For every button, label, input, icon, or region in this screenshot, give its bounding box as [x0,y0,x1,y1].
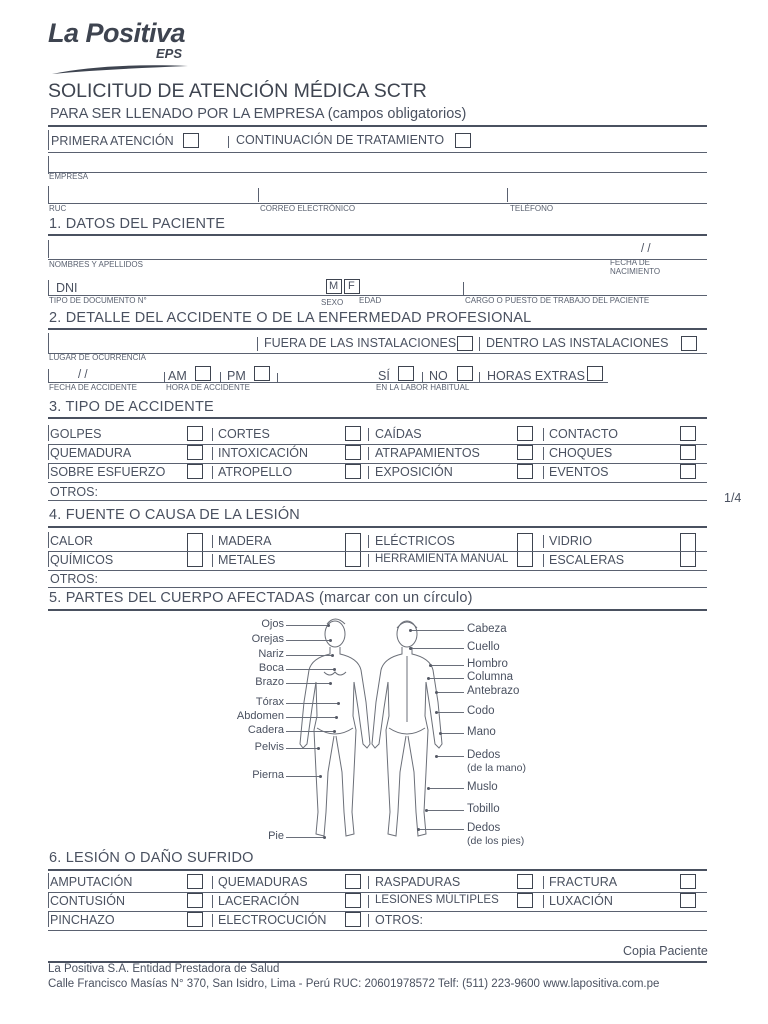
lesion-option-raspaduras: RASPADURAS [375,875,461,889]
leader-dot [417,828,420,831]
section-title-lesion: 6. LESIÓN O DAÑO SUFRIDO [49,850,254,866]
fuente-option-quimicos: QUÍMICOS [50,553,114,567]
dentro-label: DENTRO LAS INSTALACIONES [486,336,669,350]
brand-name: La Positiva [48,18,186,48]
tipo-option-atrapamientos: ATRAPAMIENTOS [375,446,480,460]
copia-paciente: Copia Paciente [623,944,708,958]
fuera-label: FUERA DE LAS INSTALACIONES [264,336,457,350]
telefono-label: TELÉFONO [510,204,554,213]
tipo-option-choques: CHOQUES [549,446,613,460]
divider [48,280,49,296]
nombres-field[interactable] [49,240,605,258]
divider [368,876,369,889]
lesion-checkbox-raspaduras[interactable] [517,874,533,889]
divider [228,136,229,148]
lesion-option-fractura: FRACTURA [549,875,618,889]
tipo-option-atropello: ATROPELLO [218,465,293,479]
leader-line [286,625,328,626]
divider [48,353,707,354]
tipo-checkbox-cortes[interactable] [345,426,361,441]
divider [48,369,49,383]
continuacion-label: CONTINUACIÓN DE TRATAMIENTO [236,133,445,147]
divider [48,328,707,330]
tipo-otros-field[interactable] [100,483,706,499]
fecha-nacimiento-field[interactable] [612,240,706,258]
telefono-field[interactable] [508,186,706,202]
leader-dot [337,702,340,705]
leader-dot [333,730,336,733]
sexo-f-label: F [348,280,355,292]
divider [212,428,213,441]
divider [543,428,544,441]
empresa-label: EMPRESA [49,172,89,181]
pm-checkbox[interactable] [254,366,270,381]
leader-line [436,692,464,693]
leader-line [430,665,464,666]
divider [164,372,165,382]
body-part-dedos[interactable]: Dedos [467,822,501,834]
form-title: SOLICITUD DE ATENCIÓN MÉDICA SCTR [48,80,427,102]
divider [48,203,707,204]
leader-line [428,788,464,789]
page-number: 1/4 [724,491,742,505]
nombres-label: NOMBRES Y APELLIDOS [49,260,143,269]
si-label: SÍ [378,369,390,383]
divider [368,466,369,479]
leader-dot [439,732,442,735]
body-part-mano[interactable]: Mano [467,726,496,738]
primera-atencion-label: PRIMERA ATENCIÓN [51,134,174,148]
brand-swoosh-icon [50,62,190,76]
lesion-option-pinchazo: PINCHAZO [50,913,115,927]
leader-dot [425,809,428,812]
lugar-field[interactable] [49,333,254,351]
leader-dot [427,787,430,790]
lesion-checkbox-pinchazo[interactable] [187,912,203,927]
fuente-option-calor: CALOR [50,534,94,548]
leader-line [436,712,464,713]
divider [422,372,423,382]
leader-dot [331,654,334,657]
divider [48,587,707,588]
body-part-pierna[interactable]: Pierna [252,769,284,781]
body-part-torax[interactable]: Tórax [255,696,284,708]
divider [48,130,49,150]
lesion-checkbox-electrocucion[interactable] [345,912,361,927]
body-part-abdomen[interactable]: Abdomen [236,710,284,722]
divider [543,535,544,548]
body-part-cabeza[interactable]: Cabeza [467,623,507,635]
divider [212,466,213,479]
section-title-partes: 5. PARTES DEL CUERPO AFECTADAS (marcar con un círculo) [49,590,473,606]
dentro-checkbox[interactable] [681,336,697,351]
lesion-option-contusion: CONTUSIÓN [50,894,125,908]
fuente-option-escaleras: ESCALERAS [549,553,625,567]
tipo-otros-label: OTROS: [50,485,98,499]
leader-dot [427,677,430,680]
leader-line [286,683,330,684]
body-part-cuello[interactable]: Cuello [467,641,500,653]
fuente-checkbox-electricos[interactable] [517,533,533,567]
tipo-option-sobre-esfuerzo: SOBRE ESFUERZO [50,465,166,479]
tipo-option-caidas: CAÍDAS [375,427,422,441]
lugar-label: LUGAR DE OCURRENCIA [49,353,146,362]
leader-dot [333,668,336,671]
section-title-fuente: 4. FUENTE O CAUSA DE LA LESIÓN [49,507,300,523]
tipo-checkbox-contacto[interactable] [680,426,696,441]
divider [48,463,49,479]
divider [543,554,544,567]
divider [48,892,707,893]
leader-dot [429,664,432,667]
divider [48,869,707,871]
leader-line [410,648,464,649]
fuente-option-madera: MADERA [218,534,272,548]
divider [48,873,49,889]
body-part-columna[interactable]: Columna [467,671,514,683]
leader-line [436,756,464,757]
tipo-checkbox-golpes[interactable] [187,426,203,441]
leader-line [410,630,464,631]
tipo-option-eventos: EVENTOS [549,465,609,479]
fecha-accidente-separators: / / [78,369,88,381]
leader-line [286,776,320,777]
ruc-field[interactable] [49,186,257,202]
body-part-orejas[interactable]: Orejas [251,633,284,645]
form-subtitle: PARA SER LLENADO POR LA EMPRESA (campos obligatorios) [50,106,467,122]
fuente-checkbox-calor[interactable] [187,533,203,567]
fuente-otros-field[interactable] [100,570,706,586]
lesion-option-amputacion: AMPUTACIÓN [50,875,133,889]
lesion-option-electrocucion: ELECTROCUCIÓN [218,913,327,927]
divider [368,895,369,908]
sexo-label: SEXO [321,298,344,307]
tipo-option-intoxicacion: INTOXICACIÓN [218,446,309,460]
edad-field[interactable] [362,280,462,295]
tipo-option-golpes: GOLPES [50,427,102,441]
tipo-documento-label: TIPO DE DOCUMENTO N° [49,296,147,305]
divider [212,535,213,548]
body-part-tobillo[interactable]: Tobillo [467,803,500,815]
body-part-brazo[interactable]: Brazo [255,676,284,688]
divider [48,609,707,611]
tipo-checkbox-choques[interactable] [680,445,696,460]
body-part-boca[interactable]: Boca [258,662,284,674]
lesion-option-luxacion: LUXACIÓN [549,894,613,908]
divider [479,337,480,351]
leader-line [286,655,332,656]
divider [212,554,213,567]
divider [48,444,49,460]
divider [48,526,707,528]
divider [212,895,213,908]
divider [543,876,544,889]
footer-address: Calle Francisco Masías N° 370, San Isidro, Lima - Perú RUC: 20601978572 Telf: (511) 223-9600 www.lapositiva.com.pe [48,978,660,990]
section-title-paciente: 1. DATOS DEL PACIENTE [49,216,226,232]
fuente-option-electricos: ELÉCTRICOS [375,534,455,548]
divider [48,911,49,927]
divider [48,444,707,445]
divider [479,372,480,382]
section-title-accidente: 2. DETALLE DEL ACCIDENTE O DE LA ENFERMEDAD PROFESIONAL [49,310,532,326]
correo-field[interactable] [259,186,505,202]
divider [48,463,707,464]
section-title-tipo: 3. TIPO DE ACCIDENTE [49,399,214,415]
divider [368,447,369,460]
divider [212,447,213,460]
divider [48,259,707,260]
body-part-hombro[interactable]: Hombro [467,658,508,670]
divider [543,895,544,908]
tipo-checkbox-sobre-esfuerzo[interactable] [187,464,203,479]
body-part-codo[interactable]: Codo [467,705,495,717]
divider [212,876,213,889]
fuente-option-vidrio: VIDRIO [549,534,593,548]
empresa-field[interactable] [49,156,707,172]
leader-line [418,829,464,830]
lesion-checkbox-lesiones-multiples[interactable] [517,893,533,908]
divider [48,930,707,931]
fuente-checkbox-madera[interactable] [345,533,361,567]
lesion-option-quemaduras: QUEMADURAS [218,875,308,889]
leader-line [286,731,334,732]
tipo-option-contacto: CONTACTO [549,427,618,441]
leader-line [426,810,464,811]
leader-dot [409,629,412,632]
body-part-pie[interactable]: Pie [268,830,284,842]
divider [48,125,707,127]
body-part-pelvis[interactable]: Pelvis [254,741,284,753]
lesion-option-lesiones-multiples: LESIONES MÚLTIPLES [375,894,499,906]
fecha-accidente-field[interactable] [50,367,160,382]
tipo-checkbox-intoxicacion[interactable] [345,445,361,460]
fuente-otros-label: OTROS: [50,572,98,586]
tipo-checkbox-atrapamientos[interactable] [517,445,533,460]
leader-line [440,733,464,734]
leader-dot [329,639,332,642]
divider [277,373,278,382]
divider [48,234,707,236]
leader-line [286,640,330,641]
lesion-option-laceracion: LACERACIÓN [218,894,300,908]
leader-dot [435,755,438,758]
cargo-label: CARGO O PUESTO DE TRABAJO DEL PACIENTE [465,296,650,305]
divider [48,172,707,173]
fecha-nacimiento-label-2: NACIMIENTO [610,267,661,276]
divider [48,425,49,441]
tipo-checkbox-exposicion[interactable] [517,464,533,479]
body-part-ojos[interactable]: Ojos [261,618,284,630]
divider [48,551,707,552]
tipo-checkbox-eventos[interactable] [680,464,696,479]
divider [48,417,707,419]
divider [48,892,49,908]
divider [368,554,369,567]
lesion-otros-field[interactable] [430,912,706,928]
labor-habitual-label: EN LA LABOR HABITUAL [376,383,470,392]
fuera-checkbox[interactable] [457,336,473,351]
fuente-option-herramienta-manual: HERRAMIENTA MANUAL [375,553,509,565]
leader-line [286,669,334,670]
correo-label: CORREO ELECTRÓNICO [260,204,356,213]
am-checkbox[interactable] [195,366,211,381]
edad-label: EDAD [359,296,382,305]
tipo-option-cortes: CORTES [218,427,270,441]
primera-atencion-checkbox[interactable] [183,133,199,148]
fecha-accidente-label: FECHA DE ACCIDENTE [49,383,138,392]
fecha-nacimiento-separators: / / [641,243,651,255]
leader-line [286,717,336,718]
body-part-note: (de la mano) [467,762,526,774]
lesion-checkbox-contusion[interactable] [187,893,203,908]
body-part-nariz[interactable]: Nariz [258,648,284,660]
lesion-checkbox-quemaduras[interactable] [345,874,361,889]
body-part-note: (de los pies) [467,835,525,847]
brand-sub: EPS [156,46,183,61]
lesion-checkbox-amputacion[interactable] [187,874,203,889]
leader-dot [435,711,438,714]
body-part-antebrazo[interactable]: Antebrazo [467,685,520,697]
body-part-cadera[interactable]: Cadera [247,724,284,736]
tipo-checkbox-caidas[interactable] [517,426,533,441]
divider [257,337,258,351]
fuente-checkbox-vidrio[interactable] [680,533,696,567]
tipo-documento-value[interactable]: DNI [56,281,78,295]
tipo-option-quemadura: QUEMADURA [50,446,132,460]
continuacion-checkbox[interactable] [455,133,471,148]
hora-accidente-label: HORA DE ACCIDENTE [166,383,251,392]
divider [48,152,707,153]
lesion-option-otros: OTROS: [375,913,423,927]
leader-dot [329,682,332,685]
tipo-checkbox-quemadura[interactable] [187,445,203,460]
am-label: AM [168,369,187,383]
footer-company: La Positiva S.A. Entidad Prestadora de Salud [48,963,280,975]
sexo-m-label: M [329,280,339,292]
divider [368,535,369,548]
lesion-checkbox-fractura[interactable] [680,874,696,889]
si-checkbox[interactable] [398,366,414,381]
leader-dot [409,647,412,650]
horas-extras-label: HORAS EXTRAS [487,369,585,383]
brand-logo [48,18,198,78]
leader-dot [335,716,338,719]
no-checkbox[interactable] [457,366,473,381]
divider [212,914,213,927]
divider [48,500,707,501]
leader-dot [327,624,330,627]
divider [543,466,544,479]
divider [48,532,49,548]
tipo-option-exposicion: EXPOSICIÓN [375,465,453,479]
no-label: NO [429,369,448,383]
divider [48,551,49,567]
leader-line [286,837,324,838]
leader-dot [317,747,320,750]
tipo-checkbox-atropello[interactable] [345,464,361,479]
divider [368,914,369,927]
lesion-checkbox-luxacion[interactable] [680,893,696,908]
cargo-field[interactable] [464,280,706,295]
lesion-checkbox-laceracion[interactable] [345,893,361,908]
horas-extras-checkbox[interactable] [587,366,603,381]
leader-dot [319,775,322,778]
divider [543,447,544,460]
body-part-muslo[interactable]: Muslo [467,781,498,793]
pm-label: PM [227,369,246,383]
ruc-label: RUC [49,204,67,213]
fecha-nacimiento-label: FECHA DE [610,258,651,267]
leader-line [286,748,318,749]
leader-dot [323,836,326,839]
leader-line [428,678,464,679]
divider [220,372,221,382]
leader-dot [435,691,438,694]
leader-line [286,703,338,704]
body-part-dedos[interactable]: Dedos [467,749,501,761]
fuente-option-metales: METALES [218,553,276,567]
divider [368,428,369,441]
